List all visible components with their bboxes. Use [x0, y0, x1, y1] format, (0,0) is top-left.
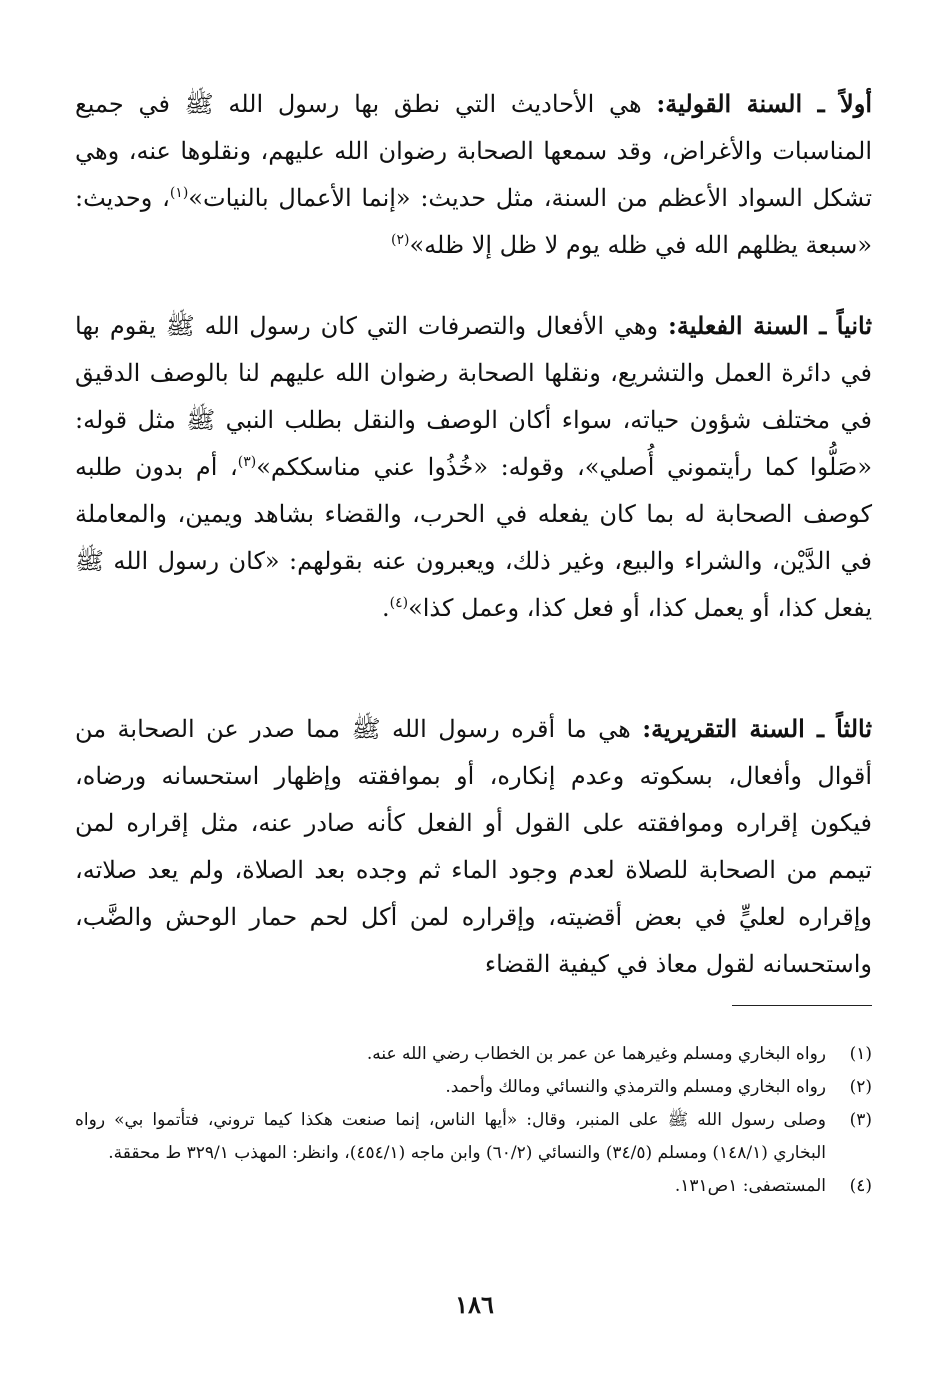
paragraph-sunnah-fi3liyya [75, 302, 872, 632]
paragraph-text: ، أم بدون طلبه كوصف الصحابة له بما كان يفعله في الحرب، والقضاء بشاهد ويمين، والمعاملة في الدَّيْن، والشراء والبيع، وغير ذلك، ويعبرون عنه بقولهم: «كان رسول الله ﷺ يفعل كذا، أو يعمل كذا، أو فعل كذا، وعمل كذا» [75, 453, 872, 622]
footnote-item [75, 1038, 872, 1071]
page-number: ١٨٦ [455, 1290, 494, 1319]
footnote-ref: (١) [169, 185, 189, 201]
paragraph-text: هي الأحاديث التي نطق بها رسول الله ﷺ في جميع المناسبات والأغراض، وقد سمعها الصحابة رضوان الله عليهم، ونقلوها عنه، وهي تشكل السواد الأعظم من السنة، مثل حديث: «إنما الأعمال بالنيات» [75, 90, 873, 212]
section-heading: ثالثاً ـ السنة التقريرية: [642, 714, 873, 743]
paragraph-text: ، وحديث: «سبعة يظلهم الله في ظله يوم لا ظل إلا ظله» [75, 184, 872, 259]
footnote-text: رواه البخاري ومسلم وغيرهما عن عمر بن الخطاب رضي الله عنه. [366, 1044, 826, 1064]
paragraph-sunnah-taqririyya [75, 705, 872, 988]
section-heading: ثانياً ـ السنة الفعلية: [667, 311, 873, 340]
footnote-item [75, 1104, 872, 1170]
footnote-item [75, 1071, 872, 1104]
footnote-number: (٣) [849, 1110, 872, 1130]
paragraph-text: . [381, 594, 390, 622]
section-heading: أولاً ـ السنة القولية: [656, 89, 872, 118]
footnote-text: رواه البخاري ومسلم والترمذي والنسائي ومالك وأحمد. [445, 1077, 826, 1097]
footnotes [75, 1038, 872, 1203]
paragraph-text: هي ما أقره رسول الله ﷺ مما صدر عن الصحابة من أقوال وأفعال، بسكوته وعدم إنكاره، أو بموافقته وإظهار استحسانه ورضاه، فيكون إقراره وموافقته على القول أو الفعل كأنه صادر عنه، مثل إقراره لمن تيمم من الصحابة للصلاة لعدم وجود الماء ثم وجده بعد الصلاة، ولم يعد صلاته، وإقراره لعليٍّ في بعض أقضيته، وإقراره لمن أكل لحم حمار الوحش والضَّب، واستحسانه لقول معاذ في كيفية القضاء [75, 715, 872, 978]
footnote-ref: (٢) [391, 232, 410, 248]
footnote-item [75, 1170, 872, 1203]
footnote-number: (١) [849, 1044, 872, 1064]
footnote-number: (٤) [849, 1176, 872, 1196]
paragraph-text: وهي الأفعال والتصرفات التي كان رسول الله ﷺ يقوم بها في دائرة العمل والتشريع، ونقلها الصحابة رضوان الله عليهم لنا بالوصف الدقيق في مختلف شؤون حياته، سواء أكان الوصف والنقل بطلب النبي ﷺ مثل قوله: «صَلُّوا كما رأيتموني أُصلي»، وقوله: «خُذُوا عني مناسككم» [75, 312, 872, 481]
footnote-number: (٢) [849, 1077, 872, 1097]
footnote-text: المستصفى: ١ص١٣١. [674, 1176, 826, 1196]
footnote-text: وصلى رسول الله ﷺ على المنبر، وقال: «أيها الناس، إنما صنعت هكذا كيما تروني، فتأتموا بي» رواه البخاري (١٤٨/١) ومسلم (٣٤/٥) والنسائي (٦٠/٢) وابن ماجه (٤٥٤/١)، وانظر: المهذب ٣٢٩/١ ط محققة. [75, 1110, 826, 1163]
footnote-ref: (٤) [389, 595, 409, 611]
footnote-ref: (٣) [237, 454, 257, 470]
paragraph-sunnah-qawliyya [75, 80, 872, 269]
footnote-divider [732, 1005, 872, 1006]
